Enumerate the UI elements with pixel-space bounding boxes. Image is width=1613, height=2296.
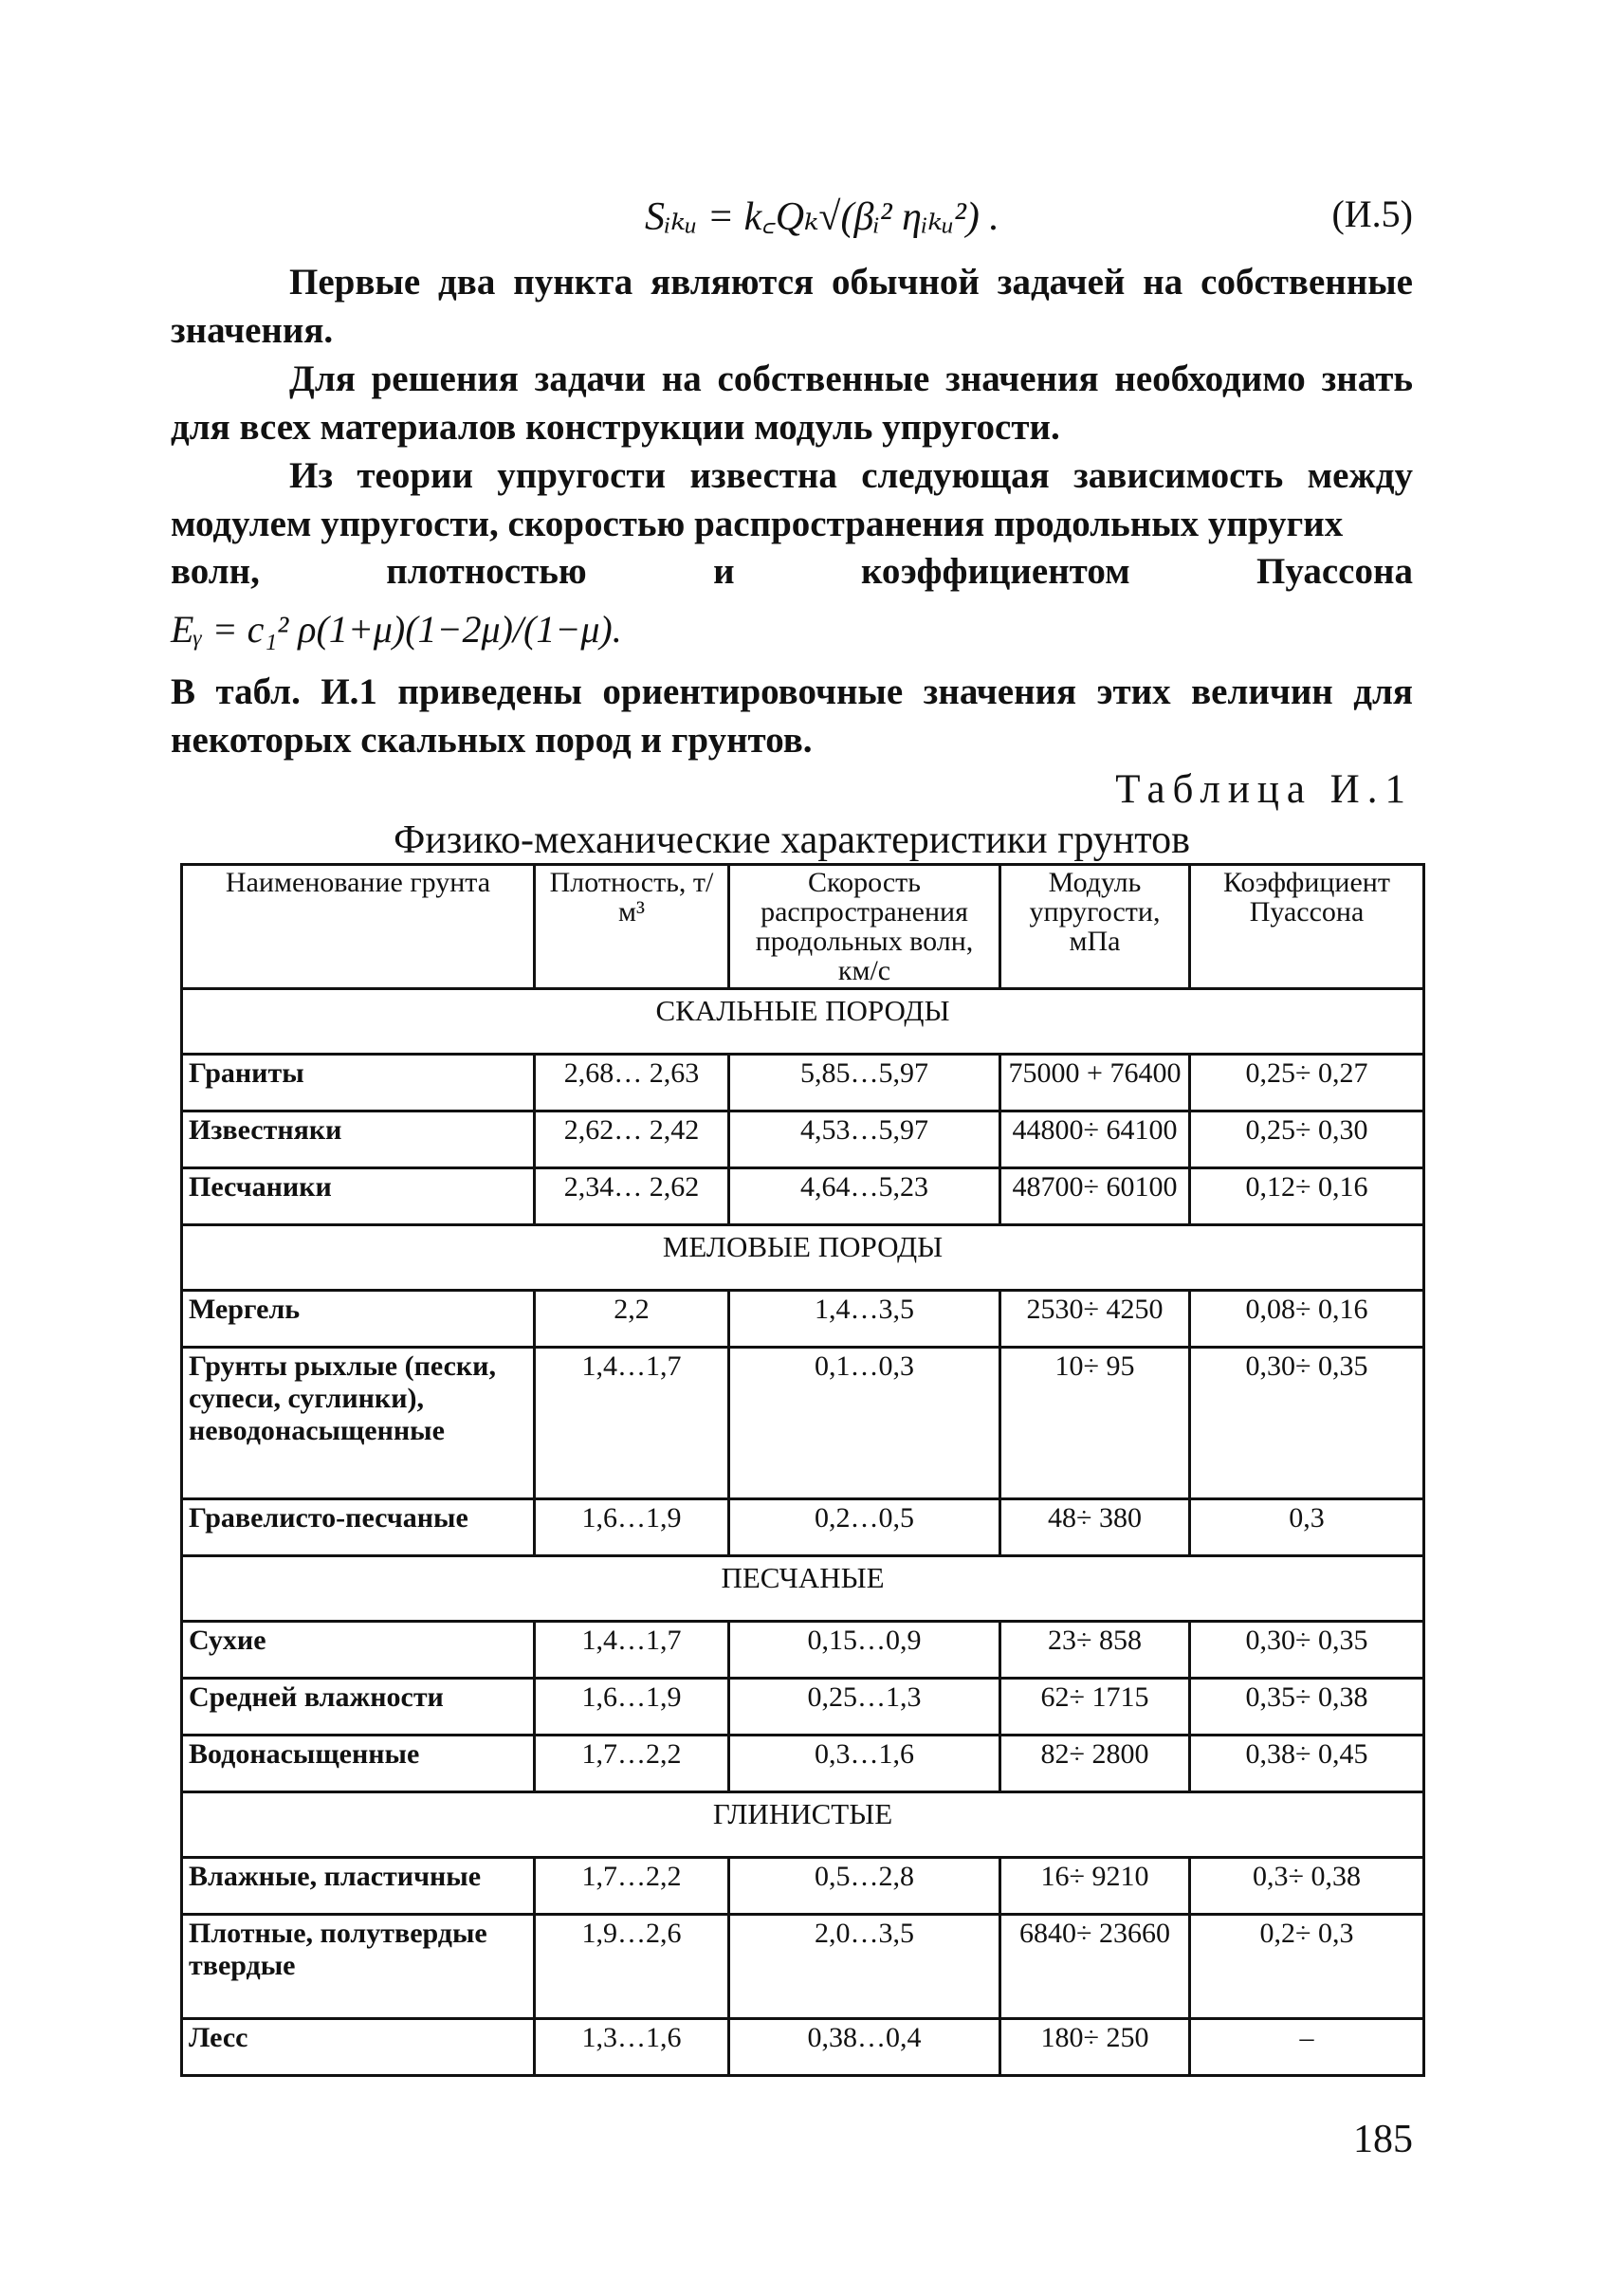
- cell-poisson: –: [1190, 2018, 1424, 2075]
- cell-modulus: 48700÷ 60100: [1000, 1168, 1190, 1225]
- header-modulus: Модуль упругости, мПа: [1000, 865, 1190, 989]
- paragraph-3-last-line: [171, 550, 1413, 593]
- table-row: [182, 1111, 1424, 1167]
- cell-wave-speed: 0,5…2,8: [729, 1857, 1000, 1914]
- cell-density: 1,7…2,2: [535, 1857, 729, 1914]
- table-row: [182, 1735, 1424, 1791]
- cell-modulus: 48÷ 380: [1000, 1498, 1190, 1555]
- table-row: [182, 1498, 1424, 1555]
- table-row: [182, 1678, 1424, 1735]
- table-group-row: [182, 1555, 1424, 1621]
- table-row: [182, 1168, 1424, 1225]
- paragraph-table-ref: В табл. И.1 приведены ориентировочные значения этих величин для некоторых скальных пород и грунтов.: [171, 671, 1413, 761]
- cell-wave-speed: 0,38…0,4: [729, 2018, 1000, 2075]
- table-group-row: [182, 989, 1424, 1055]
- cell-name: Песчаники: [182, 1168, 535, 1225]
- cell-poisson: 0,3: [1190, 1498, 1424, 1555]
- table-row: [182, 1857, 1424, 1914]
- header-density: Плотность, т/м³: [535, 865, 729, 989]
- cell-poisson: 0,3÷ 0,38: [1190, 1857, 1424, 1914]
- cell-modulus: 2530÷ 4250: [1000, 1290, 1190, 1347]
- cell-modulus: 62÷ 1715: [1000, 1678, 1190, 1735]
- table-title: Физико-механические характеристики грунтов: [394, 818, 1190, 862]
- soil-properties-table: [180, 863, 1425, 2077]
- cell-name: Граниты: [182, 1054, 535, 1111]
- cell-wave-speed: 1,4…3,5: [729, 1290, 1000, 1347]
- group-title: ГЛИНИСТЫЕ: [182, 1791, 1424, 1857]
- cell-modulus: 6840÷ 23660: [1000, 1914, 1190, 2018]
- table-row: [182, 1290, 1424, 1347]
- cell-wave-speed: 2,0…3,5: [729, 1914, 1000, 2018]
- word-waves: волн,: [171, 551, 260, 592]
- cell-density: 2,34… 2,62: [535, 1168, 729, 1225]
- cell-modulus: 44800÷ 64100: [1000, 1111, 1190, 1167]
- word-and: и: [713, 551, 735, 592]
- cell-density: 2,62… 2,42: [535, 1111, 729, 1167]
- cell-modulus: 10÷ 95: [1000, 1348, 1190, 1499]
- cell-poisson: 0,2÷ 0,3: [1190, 1914, 1424, 2018]
- table-header-row: [182, 865, 1424, 989]
- cell-name: Гравелисто-песчаные: [182, 1498, 535, 1555]
- cell-wave-speed: 4,53…5,97: [729, 1111, 1000, 1167]
- table-label: Таблица И.1: [1115, 767, 1413, 812]
- formula-i5: Sᵢₖᵤ = k꜀Qₖ√(βᵢ² ηᵢₖᵤ²) .: [645, 195, 999, 239]
- cell-modulus: 16÷ 9210: [1000, 1857, 1190, 1914]
- cell-name: Влажные, пластичные: [182, 1857, 535, 1914]
- cell-poisson: 0,30÷ 0,35: [1190, 1348, 1424, 1499]
- cell-wave-speed: 4,64…5,23: [729, 1168, 1000, 1225]
- cell-modulus: 75000 + 76400: [1000, 1054, 1190, 1111]
- cell-poisson: 0,25÷ 0,30: [1190, 1111, 1424, 1167]
- table-row: [182, 1348, 1424, 1499]
- header-poisson: Коэффициент Пуассона: [1190, 865, 1424, 989]
- cell-wave-speed: 0,3…1,6: [729, 1735, 1000, 1791]
- word-coefficient: коэффициентом: [860, 551, 1130, 592]
- word-poisson: Пуассона: [1256, 551, 1413, 592]
- cell-poisson: 0,08÷ 0,16: [1190, 1290, 1424, 1347]
- cell-poisson: 0,25÷ 0,27: [1190, 1054, 1424, 1111]
- cell-wave-speed: 5,85…5,97: [729, 1054, 1000, 1111]
- cell-name: Лесс: [182, 2018, 535, 2075]
- formula-number: (И.5): [1331, 193, 1413, 235]
- cell-poisson: 0,12÷ 0,16: [1190, 1168, 1424, 1225]
- cell-density: 1,4…1,7: [535, 1348, 729, 1499]
- cell-name: Средней влажности: [182, 1678, 535, 1735]
- cell-modulus: 23÷ 858: [1000, 1621, 1190, 1678]
- table-group-row: [182, 1791, 1424, 1857]
- cell-poisson: 0,30÷ 0,35: [1190, 1621, 1424, 1678]
- cell-wave-speed: 0,1…0,3: [729, 1348, 1000, 1499]
- cell-name: Плотные, полутвердые твердые: [182, 1914, 535, 2018]
- paragraph-2: Для решения задачи на собственные значения необходимо знать для всех материалов конструкции модуль упругости.: [171, 358, 1413, 448]
- cell-name: Известняки: [182, 1111, 535, 1167]
- header-name: Наименование грунта: [182, 865, 535, 989]
- paragraph-1: Первые два пункта являются обычной задачей на собственные значения.: [171, 262, 1413, 351]
- cell-modulus: 82÷ 2800: [1000, 1735, 1190, 1791]
- formula-line: [171, 171, 1413, 256]
- cell-density: 1,9…2,6: [535, 1914, 729, 2018]
- modulus-formula: Eᵧ = c₁² ρ(1+μ)(1−2μ)/(1−μ).: [171, 608, 622, 651]
- page-number: 185: [1353, 2118, 1413, 2161]
- table-row: [182, 1054, 1424, 1111]
- cell-modulus: 180÷ 250: [1000, 2018, 1190, 2075]
- cell-density: 1,3…1,6: [535, 2018, 729, 2075]
- cell-density: 1,6…1,9: [535, 1498, 729, 1555]
- cell-name: Мергель: [182, 1290, 535, 1347]
- cell-density: 1,4…1,7: [535, 1621, 729, 1678]
- group-title: ПЕСЧАНЫЕ: [182, 1555, 1424, 1621]
- cell-density: 1,7…2,2: [535, 1735, 729, 1791]
- paragraph-3: Из теории упругости известна следующая зависимость между модулем упругости, скоростью распространения продольных упругих: [171, 455, 1413, 544]
- table-row: [182, 2018, 1424, 2075]
- cell-density: 2,68… 2,63: [535, 1054, 729, 1111]
- table-row: [182, 1914, 1424, 2018]
- cell-poisson: 0,38÷ 0,45: [1190, 1735, 1424, 1791]
- cell-wave-speed: 0,2…0,5: [729, 1498, 1000, 1555]
- table-group-row: [182, 1225, 1424, 1291]
- group-title: МЕЛОВЫЕ ПОРОДЫ: [182, 1225, 1424, 1291]
- table-body: [182, 989, 1424, 2076]
- cell-wave-speed: 0,15…0,9: [729, 1621, 1000, 1678]
- word-density: плотностью: [386, 551, 587, 592]
- group-title: СКАЛЬНЫЕ ПОРОДЫ: [182, 989, 1424, 1055]
- cell-name: Сухие: [182, 1621, 535, 1678]
- table-row: [182, 1621, 1424, 1678]
- cell-density: 1,6…1,9: [535, 1678, 729, 1735]
- cell-density: 2,2: [535, 1290, 729, 1347]
- cell-name: Грунты рыхлые (пески, супеси, суглинки), неводонасыщенные: [182, 1348, 535, 1499]
- cell-wave-speed: 0,25…1,3: [729, 1678, 1000, 1735]
- header-wave-speed: Скорость распространения продольных волн, км/с: [729, 865, 1000, 989]
- cell-poisson: 0,35÷ 0,38: [1190, 1678, 1424, 1735]
- cell-name: Водонасыщенные: [182, 1735, 535, 1791]
